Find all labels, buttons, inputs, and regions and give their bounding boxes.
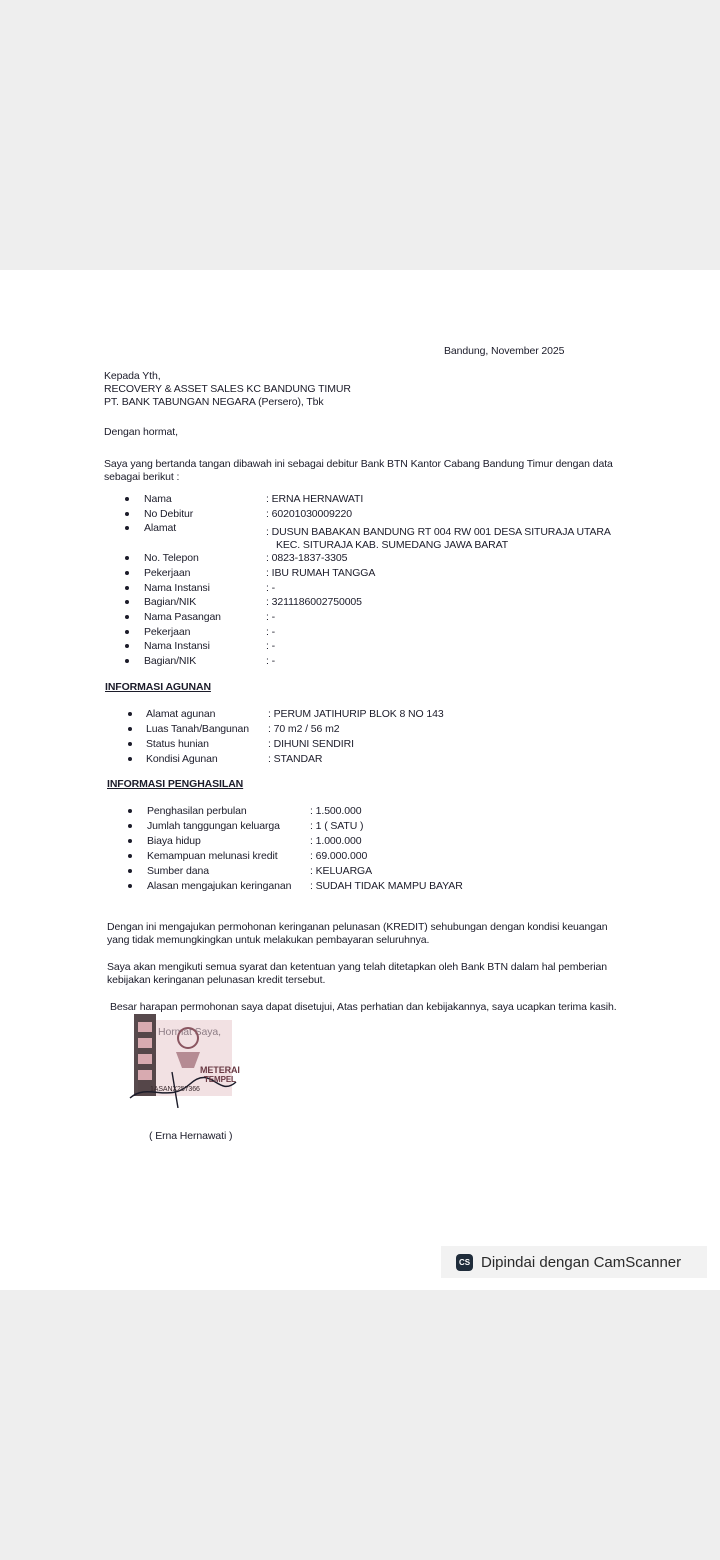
penghasilan-value: : 1 ( SATU ) — [310, 820, 364, 832]
list-bullet — [125, 497, 129, 501]
paragraph-2-line-1: Saya akan mengikuti semua syarat dan ketentuan yang telah ditetapkan oleh Bank BTN dalam hal pemberian — [107, 961, 607, 973]
debtor-label: Bagian/NIK — [144, 655, 197, 667]
list-bullet — [125, 630, 129, 634]
letter-document — [0, 270, 720, 1290]
agunan-label: Luas Tanah/Bangunan — [146, 723, 250, 735]
list-bullet — [125, 644, 129, 648]
section-title-agunan: INFORMASI AGUNAN — [105, 681, 211, 693]
penghasilan-value: : 1.000.000 — [310, 835, 362, 847]
penghasilan-label: Jumlah tanggungan keluarga — [147, 820, 280, 832]
intro-line-2: sebagai berikut : — [104, 471, 180, 483]
list-bullet — [128, 742, 132, 746]
debtor-value: : - — [266, 611, 276, 623]
list-bullet — [128, 824, 132, 828]
debtor-label: Pekerjaan — [144, 567, 191, 579]
debtor-label: Nama Pasangan — [144, 611, 221, 623]
agunan-value: : 70 m2 / 56 m2 — [268, 723, 340, 735]
stamp-text-tempel: TEMPEL — [204, 1075, 236, 1084]
list-bullet — [125, 586, 129, 590]
paragraph-1-line-2: yang tidak memungkingkan untuk melakukan pembayaran seluruhnya. — [107, 934, 430, 946]
debtor-label: Nama Instansi — [144, 582, 210, 594]
list-bullet — [125, 526, 129, 530]
penghasilan-value: : SUDAH TIDAK MAMPU BAYAR — [310, 880, 463, 892]
debtor-value: : 3211186002750005 — [266, 596, 362, 608]
penghasilan-label: Alasan mengajukan keringanan — [147, 880, 292, 892]
list-bullet — [125, 600, 129, 604]
debtor-label: Bagian/NIK — [144, 596, 197, 608]
debtor-value: : DUSUN BABAKAN BANDUNG RT 004 RW 001 DESA SITURAJA UTARA — [266, 526, 611, 538]
agunan-label: Alamat agunan — [146, 708, 216, 720]
list-bullet — [128, 854, 132, 858]
list-bullet — [128, 884, 132, 888]
camscanner-logo-icon: CS — [456, 1254, 473, 1271]
paragraph-3: Besar harapan permohonan saya dapat disetujui, Atas perhatian dan kebijakannya, saya ucapkan terima kasih. — [110, 1001, 617, 1013]
penghasilan-label: Biaya hidup — [147, 835, 201, 847]
greeting: Dengan hormat, — [104, 426, 178, 438]
scanned-page — [0, 270, 720, 1290]
list-bullet — [128, 809, 132, 813]
intro-line-1: Saya yang bertanda tangan dibawah ini sebagai debitur Bank BTN Kantor Cabang Bandung Timur dengan data — [104, 458, 613, 470]
list-bullet — [128, 869, 132, 873]
list-bullet — [125, 615, 129, 619]
recipient-line-1: Kepada Yth, — [104, 370, 161, 382]
meterai-stamp — [128, 1012, 240, 1108]
agunan-value: : STANDAR — [268, 753, 323, 765]
list-bullet — [125, 571, 129, 575]
list-bullet — [128, 727, 132, 731]
place-date: Bandung, November 2025 — [444, 345, 565, 357]
list-bullet — [128, 712, 132, 716]
list-bullet — [125, 556, 129, 560]
list-bullet — [128, 839, 132, 843]
debtor-value: : 60201030009220 — [266, 508, 352, 520]
debtor-value: : ERNA HERNAWATI — [266, 493, 364, 505]
debtor-label: Nama — [144, 493, 172, 505]
debtor-value-continued: KEC. SITURAJA KAB. SUMEDANG JAWA BARAT — [276, 539, 509, 551]
debtor-label: No. Telepon — [144, 552, 199, 564]
penghasilan-label: Sumber dana — [147, 865, 209, 877]
camscanner-text: Dipindai dengan CamScanner — [481, 1253, 682, 1271]
paragraph-2-line-2: kebijakan keringanan pelunasan kredit tersebut. — [107, 974, 326, 986]
penghasilan-label: Penghasilan perbulan — [147, 805, 247, 817]
debtor-value: : IBU RUMAH TANGGA — [266, 567, 376, 579]
recipient-line-2: RECOVERY & ASSET SALES KC BANDUNG TIMUR — [104, 383, 351, 395]
recipient-line-3: PT. BANK TABUNGAN NEGARA (Persero), Tbk — [104, 396, 324, 408]
section-title-penghasilan: INFORMASI PENGHASILAN — [107, 778, 244, 790]
agunan-label: Status hunian — [146, 738, 209, 750]
penghasilan-value: : 1.500.000 — [310, 805, 362, 817]
stamp-text-meterai: METERAI — [200, 1065, 240, 1075]
debtor-label: No Debitur — [144, 508, 194, 520]
camscanner-watermark — [441, 1246, 707, 1278]
debtor-value: : - — [266, 626, 276, 638]
debtor-label: Pekerjaan — [144, 626, 191, 638]
penghasilan-label: Kemampuan melunasi kredit — [147, 850, 278, 862]
list-bullet — [128, 757, 132, 761]
signer-name: ( Erna Hernawati ) — [149, 1130, 233, 1142]
list-bullet — [125, 659, 129, 663]
agunan-label: Kondisi Agunan — [146, 753, 218, 765]
debtor-label: Nama Instansi — [144, 640, 210, 652]
list-bullet — [125, 512, 129, 516]
paragraph-1-line-1: Dengan ini mengajukan permohonan keringanan pelunasan (KREDIT) sehubungan dengan kondisi keuangan — [107, 921, 608, 933]
debtor-label: Alamat — [144, 522, 177, 534]
stamp-serial: 1ASANX257366 — [150, 1086, 200, 1093]
penghasilan-value: : KELUARGA — [310, 865, 373, 877]
debtor-value: : - — [266, 655, 276, 667]
debtor-value: : - — [266, 582, 276, 594]
agunan-value: : PERUM JATIHURIP BLOK 8 NO 143 — [268, 708, 444, 720]
debtor-value: : - — [266, 640, 276, 652]
agunan-value: : DIHUNI SENDIRI — [268, 738, 354, 750]
penghasilan-value: : 69.000.000 — [310, 850, 368, 862]
debtor-value: : 0823-1837-3305 — [266, 552, 348, 564]
